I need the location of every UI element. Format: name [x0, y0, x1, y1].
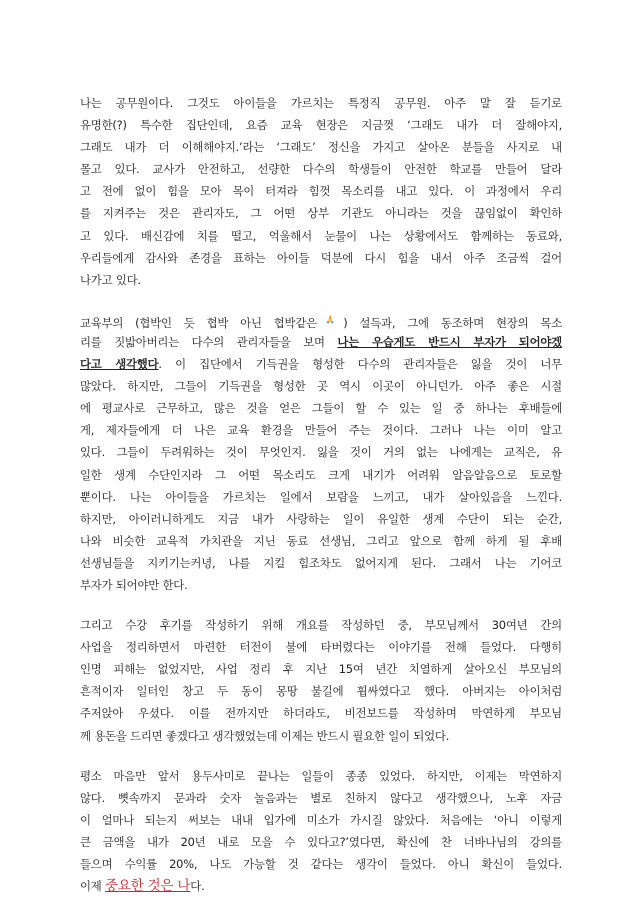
- text-line: [80, 875, 562, 897]
- text-run: 다.: [190, 879, 205, 894]
- text-line: 나와 비슷한 교육적 가치관을 지닌 동료 선생님, 그리고 앞으로 함께 하게 될 후배: [80, 533, 562, 548]
- text-line: 않다. 뼛속까지 문과라 숫자 놀음과는 별로 친하지 않다고 생각했으나, 노후 자금: [80, 790, 562, 805]
- text-line: 주저앉아 우셨다. 이를 전까지만 하더라도, 비전보드를 작성하며 막연하게 부모님: [80, 706, 562, 721]
- text-line: 나는 공무원이다. 그것도 아이들을 가르치는 특정직 공무원. 아주 말 잘 듣기로: [80, 96, 562, 110]
- paragraph-2: [80, 309, 562, 596]
- text-line: 고 있다. 배신감에 치를 떨고, 억울해서 눈물이 나는 상황에서도 함께하는 동료와,: [80, 228, 562, 243]
- text-line: 하지만, 아이러니하게도 지금 내가 사랑하는 일이 유일한 생계 수단이 되는 순간,: [80, 511, 562, 526]
- text-line: 많았다. 하지만, 그들이 기득권을 형성한 곳 역시 이곳이 아니던가. 아주 좋은 시절: [80, 379, 562, 394]
- text-line: 를 지켜주는 것은 관리자도, 그 어떤 상부 기관도 아니라는 것을 끊임없이 확인하: [80, 206, 562, 221]
- text-line: 그래도 내가 더 이해해야지.’라는 ‘그래도’ 정신을 가지고 살아온 분들을 사지로 내: [80, 140, 562, 155]
- text-line: 일한 생계 수단인지라 그 어떤 목소리도 크게 내기가 어려워 알음알음으로 토로할: [80, 467, 562, 482]
- text-line: 부자가 되어야만 한다.: [80, 577, 188, 592]
- text-line: 그리고 수강 후기를 작성하기 위해 개요를 작성하던 중, 부모님께서 30여년 간의: [80, 618, 562, 633]
- text-run: ) 설득과, 그에 동조하며 현장의 목소: [343, 315, 562, 330]
- paragraph-4: [80, 765, 562, 898]
- text-line: 흔적이자 일터인 창고 두 동이 몽땅 불길에 휩싸였다고 했다. 아버지는 아이처럼: [80, 684, 562, 699]
- text-line: 우리들에게 감사와 존경을 표하는 아이들 덕분에 다시 힘을 내서 아주 조금씩 걸어: [80, 250, 562, 265]
- text-line: 인명 피해는 없었지만, 사업 정리 후 지난 15여 년간 치열하게 살아오신 부모님의: [80, 662, 562, 677]
- text-line: 유명한(?) 특수한 집단인데, 요즘 교육 현장은 지금껏 ‘그래도 내가 더 잘해야지,: [80, 118, 562, 133]
- text-line: 뿐이다. 나는 아이들을 가르치는 일에서 보람을 느끼고, 내가 살아있음을 느낀다.: [80, 489, 562, 504]
- text-line: 고 전에 없이 힘을 모아 목이 터져라 힘껏 목소리를 내고 있다. 이 과정에서 우리: [80, 184, 562, 199]
- emphasis-bold-underline: 나는 우습게도 반드시 부자가 되어야겠: [337, 334, 562, 349]
- text-line: [80, 353, 562, 375]
- paragraph-1: [80, 92, 562, 291]
- emphasis-bold-underline: 다고 생각했다: [80, 357, 159, 372]
- text-line: [80, 309, 562, 331]
- text-line: 에 평교사로 근무하고, 많은 것을 얻은 그들이 할 수 있는 일 중 하나는 후배들에: [80, 401, 562, 416]
- text-run: 이제: [80, 879, 106, 894]
- text-line: 들으며 수익률 20%, 나도 가능할 것 같다는 생각이 들었다. 아니 확신이 들었다.: [80, 857, 562, 871]
- text-line: 평소 마음만 앞서 용두사미로 끝나는 일들이 종종 있었다. 하지만, 이제는 막연하지: [80, 768, 562, 783]
- text-run: 리를 짓밟아버리는 다수의 관리자들을 보며: [80, 334, 338, 349]
- text-run: . 이 집단에서 기득권을 형성한 다수의 관리자들은 잃을 것이 너무: [158, 357, 562, 372]
- text-line: 나가고 있다.: [80, 272, 141, 287]
- emphasis-red-underline: 중요한 것은 나: [105, 878, 191, 895]
- text-line: 큰 금액을 내가 20년 내로 모을 수 있다고?’였다면, 확신에 찬 너바나님의 강의를: [80, 834, 562, 849]
- text-line: [80, 331, 562, 353]
- text-line: 있다. 그들이 두려워하는 것이 무엇인지. 잃을 것이 거의 없는 나에게는 교직은, 유: [80, 445, 562, 460]
- text-line: 이 얼마나 되는지 써보는 내내 입가에 미소가 가시질 않았다. 처음에는 ‘아니 이렇게: [80, 812, 562, 827]
- document-body: [80, 92, 562, 915]
- text-line: 몰고 있다. 교사가 안전하고, 선량한 다수의 학생들이 안전한 학교를 만들어 달라: [80, 162, 562, 177]
- text-line: 께 용돈을 드리면 좋겠다고 생각했었는데 이제는 반드시 필요한 일이 되었다.: [80, 728, 450, 743]
- text-line: 선생님들을 지키기는커녕, 나를 지킬 힘조차도 없어지게 된다. 그래서 나는 기어코: [80, 555, 562, 570]
- text-line: 사업을 정리하면서 마련한 터전이 불에 타버렸다는 이야기를 전해 들었다. 다행히: [80, 640, 562, 655]
- text-line: 게, 제자들에게 더 나은 교육 환경을 만들어 주는 것이다. 그러나 나는 이미 알고: [80, 423, 562, 438]
- text-run: 교육부의 (협박인 듯 협박 아닌 협박같은: [80, 315, 317, 330]
- emoji-superscript: 🙏: [316, 314, 344, 324]
- paragraph-3: [80, 614, 562, 747]
